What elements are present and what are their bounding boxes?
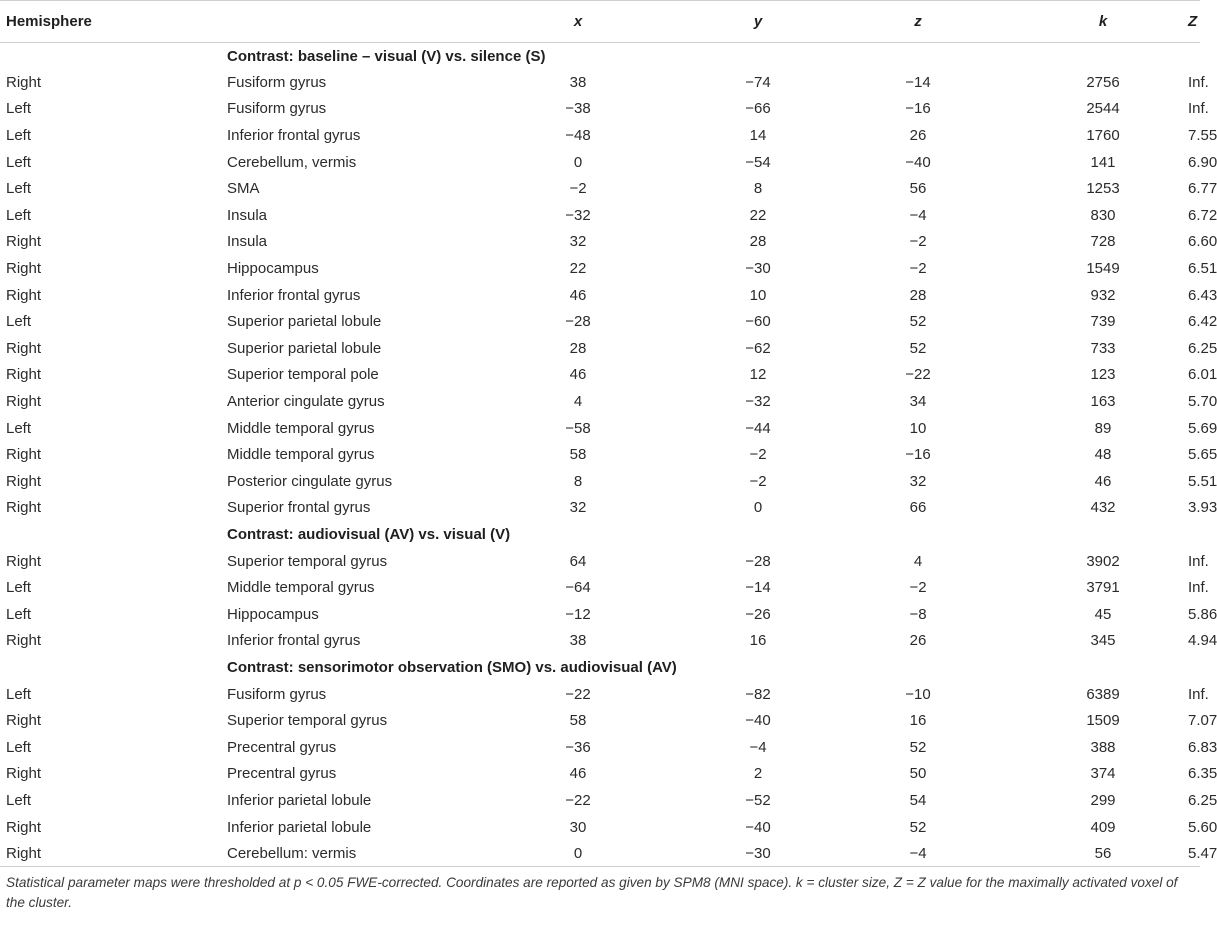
table-row [0, 202, 1200, 229]
z-value-cell: 6.25 [1188, 339, 1217, 357]
z-cell: 16 [909, 712, 927, 730]
region-cell: Anterior cingulate gyrus [227, 393, 385, 411]
z-value-cell: 3.93 [1188, 499, 1217, 517]
table-body [0, 43, 1217, 867]
contrast-spacer [0, 654, 227, 681]
x-cell: −48 [565, 127, 591, 145]
z-cell: 34 [909, 393, 927, 411]
hemisphere-cell: Left [6, 206, 32, 224]
z-value-cell: 5.51 [1188, 472, 1217, 490]
hemisphere-cell: Right [6, 472, 42, 490]
z-value-cell: 6.77 [1188, 180, 1217, 198]
z-value-cell: 6.60 [1188, 233, 1217, 251]
contrast-header-row [0, 654, 1200, 681]
hemisphere-cell: Right [6, 446, 42, 464]
z-value-cell: 6.72 [1188, 206, 1217, 224]
region-cell: Inferior frontal gyrus [227, 286, 361, 304]
hemisphere-cell: Left [6, 791, 32, 809]
table-row [0, 362, 1200, 389]
y-cell: 28 [749, 233, 767, 251]
y-cell: −54 [745, 153, 771, 171]
z-cell: 50 [909, 765, 927, 783]
contrast-spacer [0, 521, 227, 548]
z-cell: −4 [909, 206, 927, 224]
footnote-row [0, 867, 1200, 914]
table-row [0, 574, 1200, 601]
hemisphere-cell: Right [6, 844, 42, 862]
region-cell: SMA [227, 180, 260, 198]
table-row [0, 441, 1200, 468]
z-value-cell: 6.01 [1188, 366, 1217, 384]
x-cell: 32 [569, 233, 587, 251]
z-value-cell: 6.83 [1188, 738, 1217, 756]
x-cell: −38 [565, 100, 591, 118]
table-row [0, 255, 1200, 282]
x-cell: 32 [569, 499, 587, 517]
k-cell: 733 [1090, 339, 1116, 357]
z-cell: 4 [913, 552, 923, 570]
region-cell: Fusiform gyrus [227, 685, 327, 703]
hemisphere-cell: Right [6, 552, 42, 570]
region-cell: Middle temporal gyrus [227, 446, 375, 464]
z-value-cell: 5.60 [1188, 818, 1217, 836]
z-cell: −16 [905, 446, 931, 464]
hemisphere-cell: Right [6, 233, 42, 251]
region-cell: Inferior frontal gyrus [227, 632, 361, 650]
x-cell: 64 [569, 552, 587, 570]
k-cell: 1509 [1086, 712, 1120, 730]
hemisphere-cell: Left [6, 153, 32, 171]
table-row [0, 681, 1200, 708]
z-cell: −2 [909, 260, 927, 278]
region-cell: Cerebellum: vermis [227, 844, 357, 862]
k-cell: 163 [1090, 393, 1116, 411]
x-cell: −22 [565, 791, 591, 809]
x-cell: −64 [565, 579, 591, 597]
y-cell: 22 [749, 206, 767, 224]
hemisphere-cell: Right [6, 393, 42, 411]
region-cell: Precentral gyrus [227, 765, 337, 783]
z-cell: −2 [909, 233, 927, 251]
z-value-cell: 6.43 [1188, 286, 1217, 304]
region-cell: Inferior parietal lobule [227, 791, 372, 809]
table-row [0, 308, 1200, 335]
table-row [0, 122, 1200, 149]
table-row [0, 69, 1200, 96]
z-value-cell: 6.90 [1188, 153, 1217, 171]
y-cell: 10 [749, 286, 767, 304]
hemisphere-cell: Right [6, 73, 42, 91]
region-cell: Precentral gyrus [227, 738, 337, 756]
header-z: z [838, 1, 998, 43]
k-cell: 728 [1090, 233, 1116, 251]
z-cell: −40 [905, 153, 931, 171]
region-cell: Middle temporal gyrus [227, 579, 375, 597]
table-row [0, 388, 1200, 415]
z-value-cell: Inf. [1188, 73, 1209, 91]
region-cell: Insula [227, 206, 268, 224]
k-cell: 409 [1090, 818, 1116, 836]
region-cell: Inferior parietal lobule [227, 818, 372, 836]
k-cell: 374 [1090, 765, 1116, 783]
x-cell: 58 [569, 712, 587, 730]
table-row [0, 495, 1200, 522]
z-value-cell: 7.55 [1188, 127, 1217, 145]
region-cell: Fusiform gyrus [227, 73, 327, 91]
y-cell: −52 [745, 791, 771, 809]
table-row [0, 415, 1200, 442]
hemisphere-cell: Left [6, 100, 32, 118]
region-cell: Fusiform gyrus [227, 100, 327, 118]
z-value-cell: Inf. [1188, 579, 1209, 597]
table-row [0, 282, 1200, 309]
z-cell: −22 [905, 366, 931, 384]
table-row [0, 734, 1200, 761]
x-cell: 28 [569, 339, 587, 357]
region-cell: Superior parietal lobule [227, 339, 382, 357]
k-cell: 141 [1090, 153, 1116, 171]
k-cell: 432 [1090, 499, 1116, 517]
header-y: y [678, 1, 838, 43]
region-cell: Superior temporal gyrus [227, 712, 388, 730]
table-header-row [0, 1, 1200, 43]
k-cell: 1549 [1086, 260, 1120, 278]
y-cell: −40 [745, 712, 771, 730]
y-cell: −40 [745, 818, 771, 836]
z-value-cell: 5.86 [1188, 605, 1217, 623]
x-cell: 46 [569, 765, 587, 783]
contrast-title: Contrast: baseline – visual (V) vs. silence (S) [227, 47, 546, 65]
y-cell: 8 [753, 180, 763, 198]
k-cell: 89 [1094, 419, 1112, 437]
z-cell: 54 [909, 791, 927, 809]
y-cell: −60 [745, 313, 771, 331]
table-row [0, 814, 1200, 841]
contrast-header-row [0, 521, 1200, 548]
y-cell: 16 [749, 632, 767, 650]
region-cell: Superior parietal lobule [227, 313, 382, 331]
x-cell: 46 [569, 286, 587, 304]
table-row [0, 628, 1200, 655]
z-value-cell: 6.51 [1188, 260, 1217, 278]
table-row [0, 468, 1200, 495]
y-cell: −30 [745, 844, 771, 862]
table-row [0, 787, 1200, 814]
x-cell: 38 [569, 632, 587, 650]
k-cell: 48 [1094, 446, 1112, 464]
y-cell: −66 [745, 100, 771, 118]
z-value-cell: 4.94 [1188, 632, 1217, 650]
z-value-cell: Inf. [1188, 685, 1209, 703]
z-cell: 10 [909, 419, 927, 437]
y-cell: −44 [745, 419, 771, 437]
y-cell: −82 [745, 685, 771, 703]
k-cell: 3902 [1086, 552, 1120, 570]
z-value-cell: Inf. [1188, 552, 1209, 570]
z-cell: −14 [905, 73, 931, 91]
y-cell: 2 [753, 765, 763, 783]
region-cell: Superior temporal pole [227, 366, 379, 384]
k-cell: 830 [1090, 206, 1116, 224]
y-cell: −28 [745, 552, 771, 570]
z-cell: 52 [909, 339, 927, 357]
k-cell: 56 [1094, 844, 1112, 862]
z-value-cell: 6.35 [1188, 765, 1217, 783]
z-value-cell: 6.25 [1188, 791, 1217, 809]
hemisphere-cell: Left [6, 419, 32, 437]
header-region [227, 1, 448, 43]
hemisphere-cell: Right [6, 366, 42, 384]
header-k: k [998, 1, 1188, 43]
x-cell: 4 [573, 393, 583, 411]
k-cell: 45 [1094, 605, 1112, 623]
hemisphere-cell: Right [6, 499, 42, 517]
y-cell: −26 [745, 605, 771, 623]
hemisphere-cell: Left [6, 127, 32, 145]
region-cell: Insula [227, 233, 268, 251]
table-row [0, 229, 1200, 256]
z-cell: 66 [909, 499, 927, 517]
x-cell: 22 [569, 260, 587, 278]
y-cell: −14 [745, 579, 771, 597]
region-cell: Superior temporal gyrus [227, 552, 388, 570]
hemisphere-cell: Right [6, 286, 42, 304]
table-row [0, 840, 1200, 867]
table-row [0, 335, 1200, 362]
x-cell: 46 [569, 366, 587, 384]
hemisphere-cell: Right [6, 712, 42, 730]
header-Z: Z [1188, 1, 1200, 43]
z-value-cell: 5.47 [1188, 844, 1217, 862]
k-cell: 3791 [1086, 579, 1120, 597]
header-x: x [448, 1, 678, 43]
k-cell: 1253 [1086, 180, 1120, 198]
table-footnote: Statistical parameter maps were thresholded at p < 0.05 FWE-corrected. Coordinates are reported as given by SPM8 (MNI space). k = cluster size, Z = Z value for the maximally activated voxel of the cluster. [0, 867, 1200, 914]
k-cell: 388 [1090, 738, 1116, 756]
z-cell: −10 [905, 685, 931, 703]
hemisphere-cell: Left [6, 579, 32, 597]
y-cell: 14 [749, 127, 767, 145]
region-cell: Superior frontal gyrus [227, 499, 371, 517]
z-cell: 52 [909, 313, 927, 331]
z-cell: 52 [909, 818, 927, 836]
x-cell: 0 [573, 844, 583, 862]
z-value-cell: Inf. [1188, 100, 1209, 118]
k-cell: 932 [1090, 286, 1116, 304]
z-value-cell: 5.70 [1188, 393, 1217, 411]
hemisphere-cell: Right [6, 818, 42, 836]
z-cell: 26 [909, 127, 927, 145]
x-cell: 58 [569, 446, 587, 464]
hemisphere-cell: Right [6, 339, 42, 357]
y-cell: −62 [745, 339, 771, 357]
z-value-cell: 5.69 [1188, 419, 1217, 437]
table-row [0, 761, 1200, 788]
region-cell: Cerebellum, vermis [227, 153, 357, 171]
table-row [0, 601, 1200, 628]
y-cell: 12 [749, 366, 767, 384]
hemisphere-cell: Left [6, 605, 32, 623]
k-cell: 46 [1094, 472, 1112, 490]
x-cell: −22 [565, 685, 591, 703]
y-cell: −2 [749, 472, 767, 490]
x-cell: −12 [565, 605, 591, 623]
x-cell: 38 [569, 73, 587, 91]
y-cell: −2 [749, 446, 767, 464]
z-cell: 32 [909, 472, 927, 490]
hemisphere-cell: Left [6, 685, 32, 703]
contrast-spacer [0, 43, 227, 70]
region-cell: Hippocampus [227, 260, 319, 278]
z-value-cell: 7.07 [1188, 712, 1217, 730]
x-cell: 30 [569, 818, 587, 836]
z-cell: 28 [909, 286, 927, 304]
k-cell: 739 [1090, 313, 1116, 331]
contrast-header-row [0, 43, 1200, 70]
z-cell: 52 [909, 738, 927, 756]
k-cell: 299 [1090, 791, 1116, 809]
k-cell: 2544 [1086, 100, 1120, 118]
region-cell: Posterior cingulate gyrus [227, 472, 393, 490]
x-cell: 8 [573, 472, 583, 490]
table-row [0, 96, 1200, 123]
z-cell: −4 [909, 844, 927, 862]
z-cell: 56 [909, 180, 927, 198]
z-cell: −8 [909, 605, 927, 623]
table-row [0, 175, 1200, 202]
z-cell: 26 [909, 632, 927, 650]
table-row [0, 707, 1200, 734]
z-cell: −2 [909, 579, 927, 597]
k-cell: 123 [1090, 366, 1116, 384]
hemisphere-cell: Left [6, 313, 32, 331]
contrast-title: Contrast: audiovisual (AV) vs. visual (V) [227, 525, 511, 543]
k-cell: 2756 [1086, 73, 1120, 91]
z-value-cell: 5.65 [1188, 446, 1217, 464]
z-value-cell: 6.42 [1188, 313, 1217, 331]
x-cell: −28 [565, 313, 591, 331]
k-cell: 345 [1090, 632, 1116, 650]
hemisphere-cell: Left [6, 738, 32, 756]
header-hemisphere: Hemisphere [0, 1, 227, 43]
x-cell: −58 [565, 419, 591, 437]
region-cell: Inferior frontal gyrus [227, 127, 361, 145]
x-cell: −2 [569, 180, 587, 198]
z-cell: −16 [905, 100, 931, 118]
y-cell: −4 [749, 738, 767, 756]
contrast-title: Contrast: sensorimotor observation (SMO) vs. audiovisual (AV) [227, 658, 677, 676]
hemisphere-cell: Right [6, 765, 42, 783]
y-cell: −32 [745, 393, 771, 411]
hemisphere-cell: Left [6, 180, 32, 198]
k-cell: 1760 [1086, 127, 1120, 145]
x-cell: 0 [573, 153, 583, 171]
region-cell: Hippocampus [227, 605, 319, 623]
table-row [0, 548, 1200, 575]
hemisphere-cell: Right [6, 260, 42, 278]
region-cell: Middle temporal gyrus [227, 419, 375, 437]
y-cell: −74 [745, 73, 771, 91]
x-cell: −32 [565, 206, 591, 224]
table-row [0, 149, 1200, 176]
y-cell: −30 [745, 260, 771, 278]
y-cell: 0 [753, 499, 763, 517]
x-cell: −36 [565, 738, 591, 756]
hemisphere-cell: Right [6, 632, 42, 650]
k-cell: 6389 [1086, 685, 1120, 703]
